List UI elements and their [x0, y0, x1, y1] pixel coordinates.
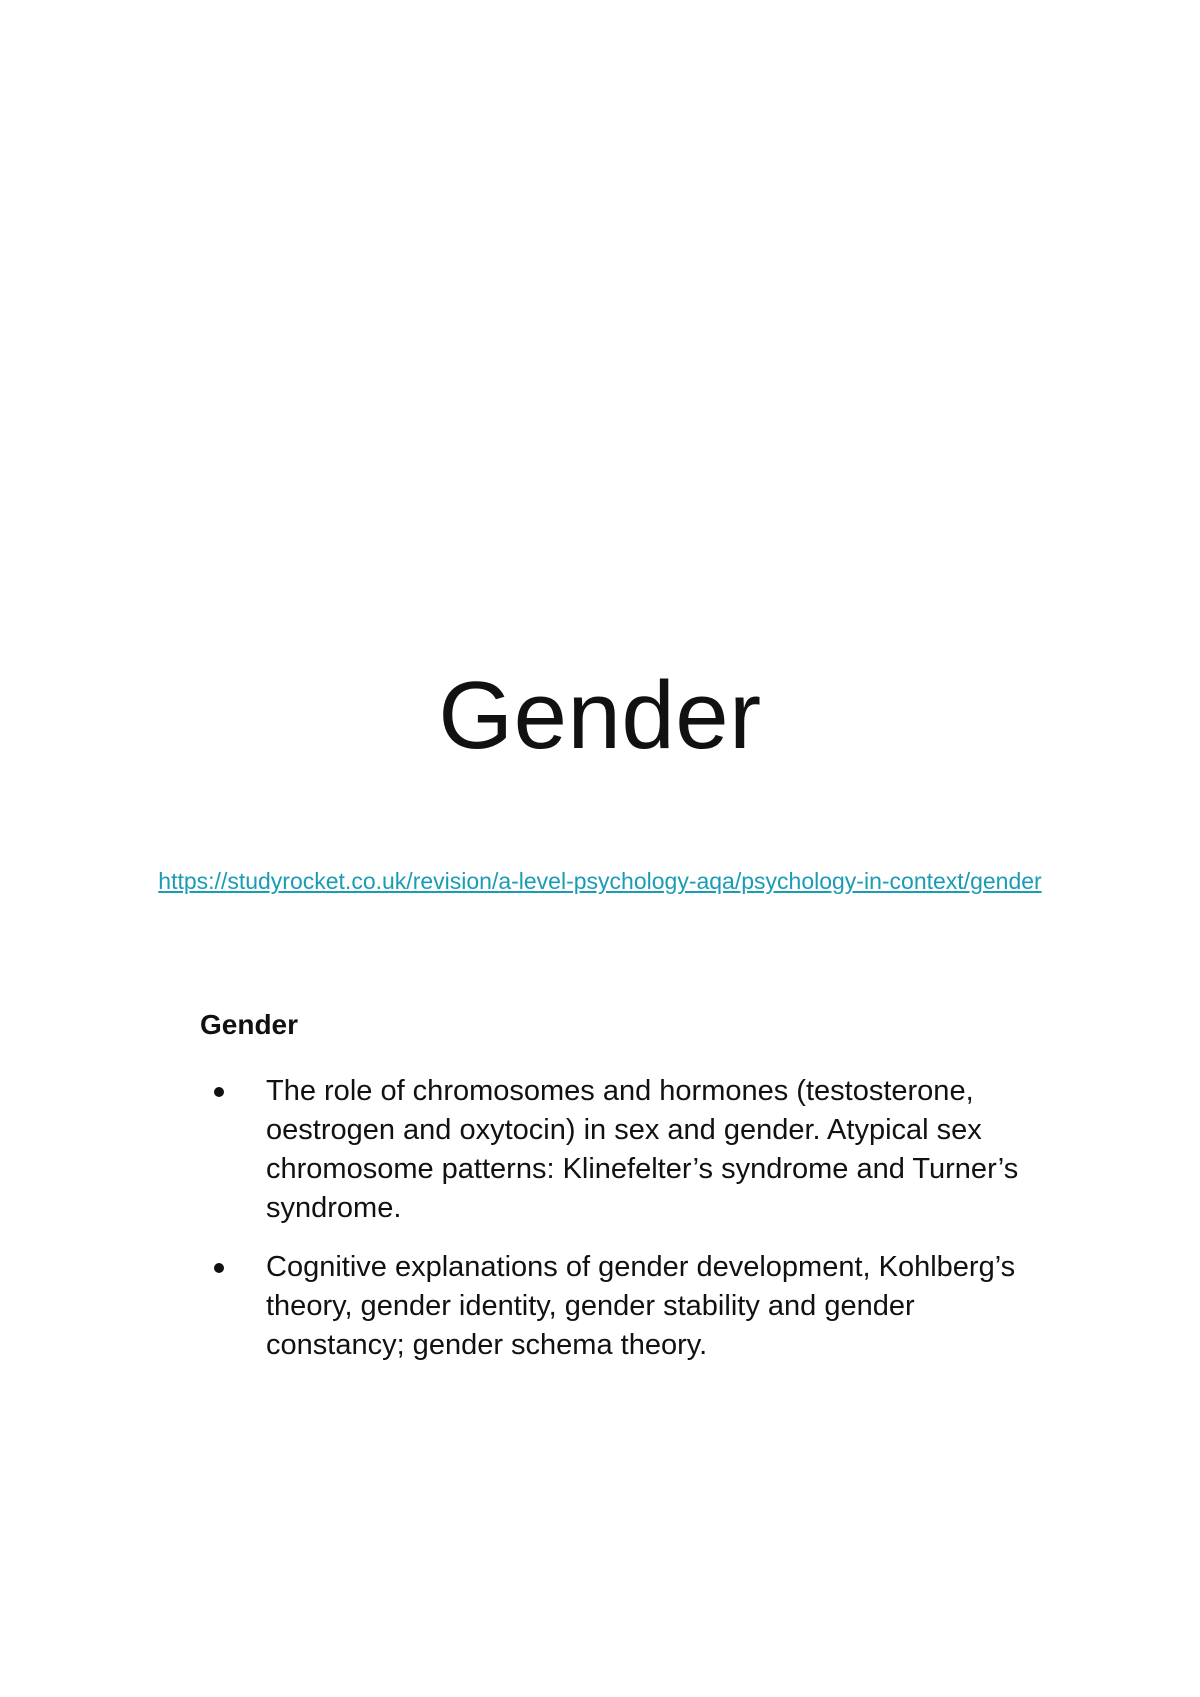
topic-section [200, 1008, 1020, 1385]
topic-list [200, 1072, 1020, 1365]
page-title: Gender [438, 662, 762, 769]
bullet-icon [214, 1087, 224, 1097]
list-item [200, 1072, 1026, 1228]
list-item-text: Cognitive explanations of gender development, Kohlberg’s theory, gender identity, gender stability and gender constancy; gender schema theory. [266, 1250, 1016, 1361]
section-heading: Gender [200, 1009, 299, 1040]
list-item [200, 1248, 1026, 1365]
list-item-text: The role of chromosomes and hormones (testosterone, oestrogen and oxytocin) in sex and gender. Atypical sex chromosome patterns: Klinefelter’s syndrome and Turner’s syndrome. [266, 1074, 1019, 1224]
source-link[interactable]: https://studyrocket.co.uk/revision/a-level-psychology-aqa/psychology-in-context/gender [158, 868, 1042, 894]
bullet-icon [214, 1263, 224, 1273]
